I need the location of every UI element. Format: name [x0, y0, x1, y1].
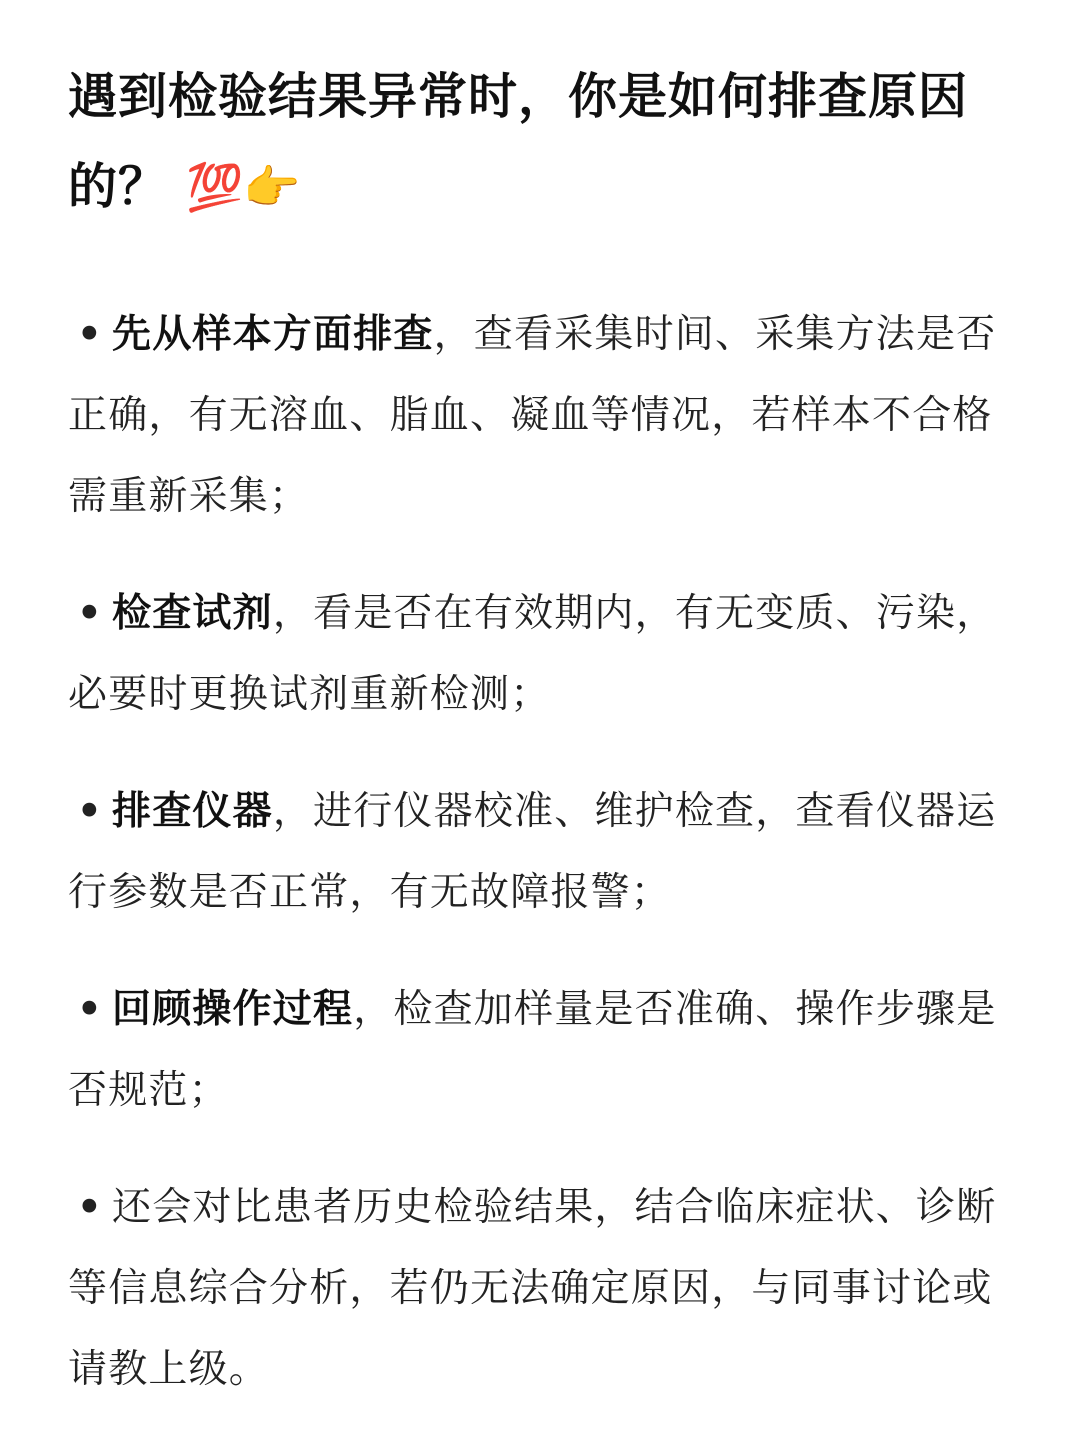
list-item [68, 1167, 1008, 1410]
hundred-points-icon: 💯 [186, 160, 244, 214]
item-text: ，检查加样量是否准确、操作步骤是否规范； [68, 987, 997, 1113]
item-heading: 检查试剂 [112, 591, 273, 636]
note-title [68, 52, 1008, 232]
pointing-right-icon: 👉 [243, 160, 301, 214]
item-heading: 先从样本方面排查 [112, 312, 434, 357]
bullet: • [76, 789, 104, 834]
bullet: • [76, 591, 104, 636]
item-text: ，查看采集时间、采集方法是否正确，有无溶血、脂血、凝血等情况，若样本不合格需重新采集； [68, 312, 997, 519]
item-text: ，看是否在有效期内，有无变质、污染，必要时更换试剂重新检测； [68, 591, 997, 717]
bullet: • [76, 987, 104, 1032]
check-steps-list [68, 294, 1008, 1410]
bullet: • [76, 1185, 104, 1230]
item-heading: 排查仪器 [112, 789, 273, 834]
item-text: 还会对比患者历史检验结果，结合临床症状、诊断等信息综合分析，若仍无法确定原因，与同事讨论或请教上级。 [68, 1185, 997, 1392]
item-heading: 回顾操作过程 [112, 987, 354, 1032]
list-item [68, 771, 1008, 933]
title-text: 遇到检验结果异常时，你是如何排查原因的？ [68, 68, 969, 215]
list-item [68, 573, 1008, 735]
list-item [68, 294, 1008, 537]
bullet: • [76, 312, 104, 357]
item-text: ，进行仪器校准、维护检查，查看仪器运行参数是否正常，有无故障报警； [68, 789, 997, 915]
list-item [68, 969, 1008, 1131]
